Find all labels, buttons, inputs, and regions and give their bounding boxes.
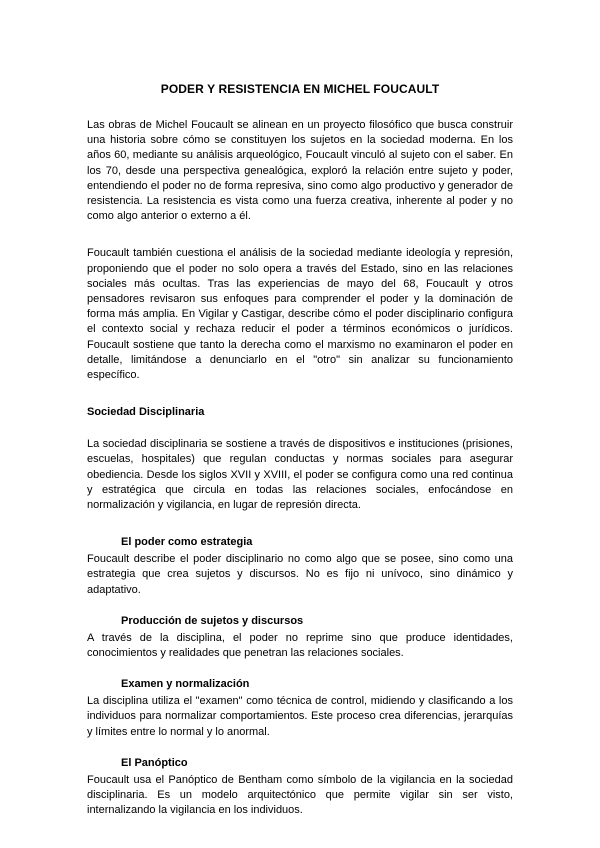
subsection-text-strategy: Foucault describe el poder disciplinario no como algo que se posee, sino como una estrategia que crea sujetos y discursos. No es fijo ni unívoco, sino dinámico y adaptativo. [87,553,513,596]
subsection-heading-production: Producción de sujetos y discursos [121,614,304,627]
section-heading: Sociedad Disciplinaria [87,406,205,419]
intro-paragraph-2: Foucault también cuestiona el análisis de la sociedad mediante ideología y represión, proponiendo que el poder no solo opera a través del Estado, sino en las relaciones sociales más ocultas. Tras las experiencias de mayo del 68, Foucault y otros pensadores revisaron sus enfoques para comprender el poder y la dominación de forma más amplia. En Vigilar y Castigar, describe cómo el poder disciplinario configura el contexto social y rechaza reducir el poder a términos económicos o jurídicos. Foucault sostiene que tanto la derecha como el marxismo no examinaron el poder en detalle, limitándose a denunciarlo en el "otro" sin analizar su funcionamiento específico. [87,247,513,382]
document-title: PODER Y RESISTENCIA EN MICHEL FOUCAULT [160,82,440,96]
intro-paragraph-1: Las obras de Michel Foucault se alinean en un proyecto filosófico que busca construir una historia sobre cómo se constituyen los sujetos en la sociedad moderna. En los años 60, mediante su análisis arqueológico, Foucault vinculó al sujeto con el saber. En los 70, desde una perspectiva genealógica, exploró la relación entre sujeto y poder, entendiendo el poder no de forma represiva, sino como algo productivo y generador de resistencia. La resistencia es vista como una fuerza creativa, inherente al poder y no como algo anterior o externo a él. [87,119,513,223]
section-paragraph: La sociedad disciplinaria se sostiene a través de dispositivos e instituciones (prisiones, escuelas, hospitales) que regulan conductas y normas sociales para asegurar obediencia. Desde los siglos XVII y XVIII, el poder se configura como una red continua y estratégica que circula en todas las relaciones sociales, enfocándose en normalización y vigilancia, en lugar de represión directa. [87,438,513,512]
subsection-heading-strategy: El poder como estrategia [121,536,253,549]
subsection-heading-exam: Examen y normalización [121,678,250,691]
subsection-text-panopticon: Foucault usa el Panóptico de Bentham como símbolo de la vigilancia en la sociedad disciplinaria. Es un modelo arquitectónico que permite vigilar sin ser visto, internalizando la vigilancia en los individuos. [87,773,513,817]
subsection-text-production: A través de la disciplina, el poder no reprime sino que produce identidades, conocimientos y realidades que penetran las relaciones sociales. [87,631,513,660]
subsection-text-exam: La disciplina utiliza el "examen" como técnica de control, midiendo y clasificando a los individuos para normalizar comportamientos. Este proceso crea diferencias, jerarquías y límites entre lo normal y lo anormal. [87,695,513,738]
subsection-heading-panopticon: El Panóptico [121,756,188,769]
